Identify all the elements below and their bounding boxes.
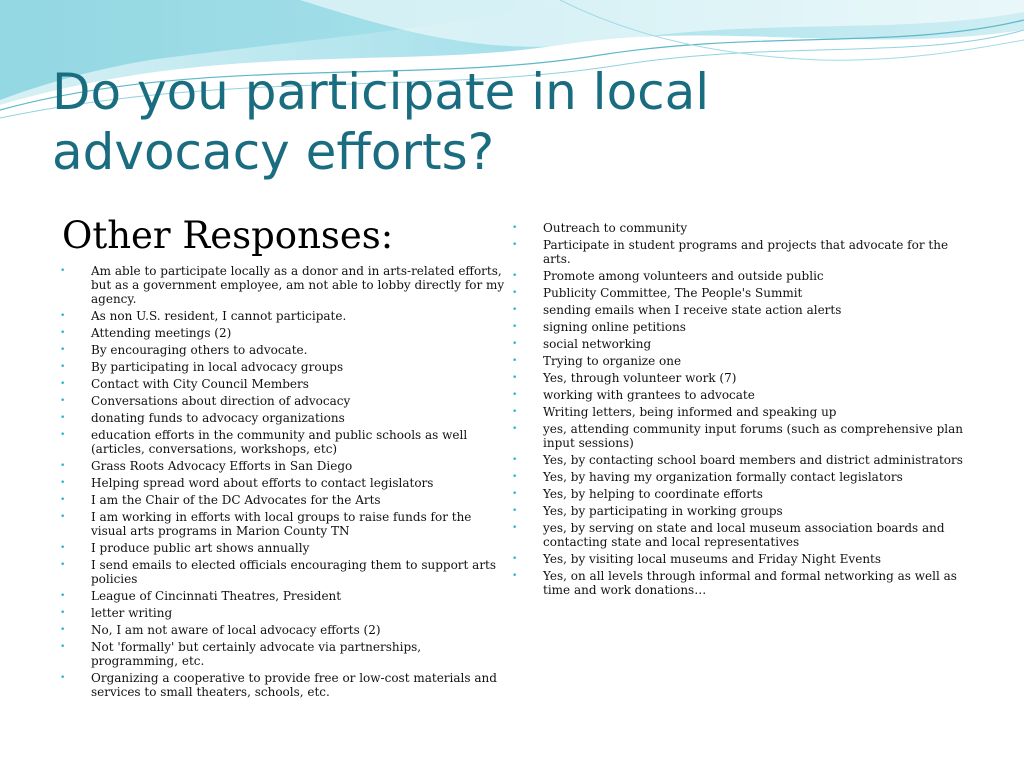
other-responses-heading: Other Responses:: [62, 214, 394, 257]
bullet-icon: •: [60, 362, 66, 372]
list-item-text: Participate in student programs and projects that advocate for the arts.: [543, 238, 949, 266]
list-item: [60, 428, 510, 456]
bullet-icon: •: [512, 523, 518, 533]
bullet-icon: •: [512, 554, 518, 564]
list-item-text: signing online petitions: [543, 320, 686, 334]
list-item-text: sending emails when I receive state action alerts: [543, 303, 842, 317]
list-item-text: As non U.S. resident, I cannot participate.: [91, 309, 347, 323]
list-item-text: Trying to organize one: [543, 354, 682, 368]
bullet-icon: •: [512, 271, 518, 281]
list-item: [60, 640, 510, 668]
bullet-icon: •: [60, 560, 66, 570]
list-item: [60, 671, 510, 699]
list-item: [512, 405, 964, 419]
list-item: [512, 286, 964, 300]
list-item: [60, 558, 510, 586]
bullet-icon: •: [60, 345, 66, 355]
list-item-text: Yes, by participating in working groups: [543, 504, 783, 518]
list-item: [60, 459, 510, 473]
bullet-icon: •: [512, 223, 518, 233]
list-item: [512, 337, 964, 351]
list-item-text: Contact with City Council Members: [91, 377, 309, 391]
list-item-text: yes, by serving on state and local museum association boards and contacting state and local representatives: [543, 521, 945, 549]
list-item-text: Yes, through volunteer work (7): [543, 371, 737, 385]
list-item: [60, 377, 510, 391]
list-item: [512, 269, 964, 283]
list-item: [60, 326, 510, 340]
list-item-text: working with grantees to advocate: [543, 388, 755, 402]
list-item-text: Yes, on all levels through informal and formal networking as well as time and work donations…: [543, 569, 957, 597]
list-item: [512, 422, 964, 450]
list-item: [60, 309, 510, 323]
list-item: [512, 320, 964, 334]
list-item: [512, 569, 964, 597]
bullet-icon: •: [512, 506, 518, 516]
bullet-icon: •: [60, 430, 66, 440]
bullet-icon: •: [60, 591, 66, 601]
list-item: [512, 221, 964, 235]
list-item-text: Yes, by contacting school board members and district administrators: [543, 453, 963, 467]
bullet-icon: •: [512, 339, 518, 349]
list-item: [512, 354, 964, 368]
list-item: [512, 521, 964, 549]
bullet-icon: •: [60, 642, 66, 652]
list-item: [512, 303, 964, 317]
bullet-icon: •: [60, 608, 66, 618]
list-item-text: I am the Chair of the DC Advocates for the Arts: [91, 493, 381, 507]
bullet-icon: •: [512, 455, 518, 465]
list-item-text: Publicity Committee, The People's Summit: [543, 286, 803, 300]
list-item: [60, 589, 510, 603]
list-item-text: Writing letters, being informed and speaking up: [543, 405, 837, 419]
bullet-icon: •: [60, 328, 66, 338]
list-item: [60, 606, 510, 620]
bullet-icon: •: [60, 461, 66, 471]
list-item-text: Attending meetings (2): [91, 326, 232, 340]
bullet-icon: •: [60, 379, 66, 389]
list-item-text: I send emails to elected officials encouraging them to support arts policies: [91, 558, 497, 586]
list-item-text: Grass Roots Advocacy Efforts in San Diego: [91, 459, 353, 473]
list-item: [512, 453, 964, 467]
list-item-text: I am working in efforts with local groups to raise funds for the visual arts programs in Marion County TN: [91, 510, 472, 538]
bullet-icon: •: [60, 512, 66, 522]
bullet-icon: •: [512, 407, 518, 417]
list-item: [60, 411, 510, 425]
list-item-text: By participating in local advocacy groups: [91, 360, 344, 374]
list-item-text: Promote among volunteers and outside public: [543, 269, 824, 283]
bullet-icon: •: [512, 305, 518, 315]
list-item: [60, 510, 510, 538]
list-item: [60, 493, 510, 507]
list-item-text: Outreach to community: [543, 221, 688, 235]
left-response-list: [60, 264, 510, 702]
bullet-icon: •: [512, 322, 518, 332]
bullet-icon: •: [60, 478, 66, 488]
bullet-icon: •: [60, 495, 66, 505]
list-item-text: Not 'formally' but certainly advocate via partnerships, programming, etc.: [91, 640, 422, 668]
list-item: [60, 541, 510, 555]
list-item: [512, 371, 964, 385]
list-item: [60, 360, 510, 374]
bullet-icon: •: [60, 543, 66, 553]
bullet-icon: •: [60, 311, 66, 321]
list-item-text: Yes, by visiting local museums and Friday Night Events: [543, 552, 882, 566]
bullet-icon: •: [512, 472, 518, 482]
list-item-text: yes, attending community input forums (such as comprehensive plan input sessions): [543, 422, 964, 450]
list-item-text: donating funds to advocacy organizations: [91, 411, 345, 425]
list-item-text: Organizing a cooperative to provide free or low-cost materials and services to small theaters, schools, etc.: [91, 671, 497, 699]
bullet-icon: •: [60, 396, 66, 406]
bullet-icon: •: [512, 356, 518, 366]
list-item-text: League of Cincinnati Theatres, President: [91, 589, 342, 603]
list-item-text: education efforts in the community and public schools as well (articles, conversations, workshops, etc): [91, 428, 468, 456]
bullet-icon: •: [512, 571, 518, 581]
bullet-icon: •: [512, 390, 518, 400]
list-item: [512, 552, 964, 566]
list-item: [60, 476, 510, 490]
bullet-icon: •: [512, 424, 518, 434]
list-item-text: Helping spread word about efforts to contact legislators: [91, 476, 434, 490]
bullet-icon: •: [60, 673, 66, 683]
bullet-icon: •: [512, 288, 518, 298]
list-item: [60, 394, 510, 408]
bullet-icon: •: [512, 240, 518, 250]
bullet-icon: •: [60, 625, 66, 635]
list-item-text: I produce public art shows annually: [91, 541, 310, 555]
list-item-text: letter writing: [91, 606, 173, 620]
right-response-list: [512, 221, 964, 600]
list-item: [60, 343, 510, 357]
list-item-text: No, I am not aware of local advocacy efforts (2): [91, 623, 381, 637]
list-item: [512, 238, 964, 266]
list-item: [60, 623, 510, 637]
bullet-icon: •: [512, 373, 518, 383]
list-item-text: Yes, by having my organization formally contact legislators: [543, 470, 903, 484]
bullet-icon: •: [512, 489, 518, 499]
list-item-text: Am able to participate locally as a donor and in arts-related efforts, but as a government employee, am not able to lobby directly for my agency.: [91, 264, 505, 306]
bullet-icon: •: [60, 413, 66, 423]
bullet-icon: •: [60, 266, 66, 276]
list-item: [512, 504, 964, 518]
list-item-text: By encouraging others to advocate.: [91, 343, 308, 357]
list-item: [512, 487, 964, 501]
list-item: [512, 470, 964, 484]
list-item-text: Yes, by helping to coordinate efforts: [543, 487, 763, 501]
slide-title: Do you participate in local advocacy efforts?: [52, 63, 710, 181]
list-item: [60, 264, 510, 306]
list-item-text: social networking: [543, 337, 652, 351]
list-item: [512, 388, 964, 402]
list-item-text: Conversations about direction of advocacy: [91, 394, 351, 408]
